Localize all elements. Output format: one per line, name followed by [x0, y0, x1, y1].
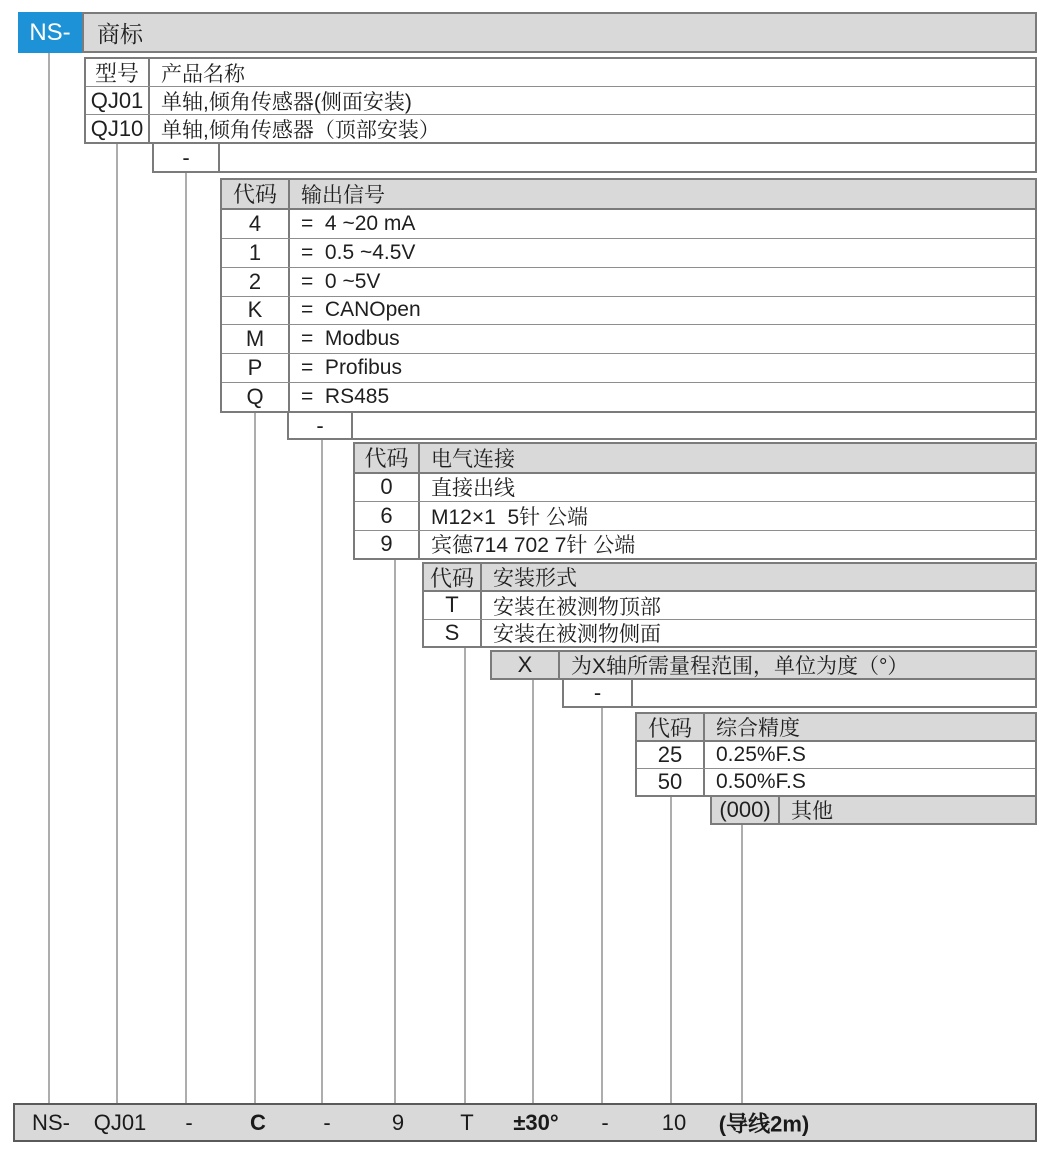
accuracy-table: [635, 712, 1037, 797]
signal-code: 1: [222, 239, 290, 267]
mounting-code: T: [424, 592, 482, 618]
summary-item-dash: -: [601, 1109, 609, 1135]
range-description: 为X轴所需量程范围，单位为度（°）: [571, 655, 909, 678]
electrical-connection-table: [353, 442, 1037, 560]
connector-line: [601, 708, 603, 1103]
table-row: [222, 296, 1035, 325]
table-row: [154, 144, 1035, 171]
table-row: [424, 619, 1035, 646]
model-name: 单轴,倾角传感器（顶部安装）: [161, 118, 440, 142]
electrical-header-code: 代码: [355, 444, 420, 472]
connector-line: [741, 825, 743, 1103]
electrical-name: 直接出线: [431, 477, 515, 501]
other-name: 其他: [791, 800, 833, 823]
signal-name: = 4 ~20 mA: [301, 211, 416, 235]
accuracy-name: 0.50%F.S: [716, 770, 806, 793]
table-row: [222, 267, 1035, 296]
mounting-name: 安装在被测物侧面: [493, 622, 661, 646]
summary-item-connection: 9: [391, 1109, 405, 1135]
summary-item-cable: (导线2m): [718, 1111, 810, 1136]
electrical-header-name: 电气连接: [431, 447, 515, 471]
output-signal-table: [220, 178, 1037, 413]
dash-cell: -: [154, 144, 220, 171]
signal-name: = Profibus: [301, 356, 402, 380]
table-row: [289, 413, 1035, 438]
table-row: [637, 768, 1035, 795]
table-row: [712, 797, 1035, 823]
accuracy-name: 0.25%F.S: [716, 743, 806, 766]
electrical-name: M12×1 5针 公端: [431, 505, 588, 529]
model-code: QJ10: [86, 115, 150, 142]
table-row: [86, 86, 1035, 114]
summary-item-dash: -: [185, 1109, 193, 1135]
table-row: [355, 530, 1035, 559]
table-row: [637, 740, 1035, 768]
connector-line: [116, 144, 118, 1103]
table-row: [222, 208, 1035, 238]
mounting-header-code: 代码: [424, 564, 482, 590]
mounting-header-row: [424, 564, 1035, 590]
model-header-code: 型号: [86, 59, 150, 86]
connector-line: [48, 53, 50, 1103]
dash-separator-row: [287, 413, 1037, 440]
signal-code: 4: [222, 210, 290, 238]
model-table: [84, 57, 1037, 144]
connector-line: [464, 648, 466, 1103]
range-code: X: [492, 652, 560, 678]
brand-prefix-cell: [18, 12, 82, 53]
signal-code: 2: [222, 268, 290, 296]
signal-name: = RS485: [301, 385, 390, 409]
summary-item-range: ±30°: [513, 1109, 559, 1135]
empty-cell: [633, 680, 1035, 706]
table-row: [492, 652, 1035, 678]
connector-line: [185, 173, 187, 1103]
table-row: [222, 353, 1035, 382]
brand-prefix-label: NS-: [29, 18, 71, 46]
other-code: (000): [712, 797, 780, 823]
electrical-code: 9: [355, 531, 420, 559]
table-row: [424, 590, 1035, 618]
table-row: [86, 114, 1035, 142]
range-row: [490, 650, 1037, 680]
accuracy-other-row: [710, 797, 1037, 825]
table-row: [222, 238, 1035, 267]
empty-cell: [353, 413, 1035, 438]
electrical-name: 宾德714 702 7针 公端: [431, 534, 636, 558]
accuracy-header-row: [637, 714, 1035, 740]
connector-line: [394, 560, 396, 1103]
output-signal-header-name: 输出信号: [301, 183, 385, 207]
signal-code: K: [222, 297, 290, 325]
summary-bar: [13, 1103, 1037, 1142]
summary-item-mounting: T: [460, 1109, 474, 1135]
brand-header: [82, 12, 1037, 53]
brand-header-label: 商标: [97, 21, 143, 47]
dash-separator-row: [152, 144, 1037, 173]
table-row: [222, 324, 1035, 353]
model-code: QJ01: [86, 87, 150, 114]
mounting-code: S: [424, 620, 482, 646]
signal-name: = 0.5 ~4.5V: [301, 240, 416, 264]
accuracy-code: 25: [637, 742, 705, 768]
table-row: [355, 472, 1035, 502]
connector-line: [254, 413, 256, 1103]
dash-cell: -: [564, 680, 633, 706]
signal-name: = Modbus: [301, 327, 400, 351]
electrical-code: 0: [355, 474, 420, 502]
connector-line: [321, 440, 323, 1103]
summary-item-signal: C: [250, 1109, 266, 1135]
table-row: [564, 680, 1035, 706]
accuracy-header-code: 代码: [637, 714, 705, 740]
output-signal-header-code: 代码: [222, 180, 290, 208]
summary-item-model: QJ01: [93, 1109, 147, 1135]
summary-item-accuracy: 10: [661, 1109, 687, 1135]
electrical-code: 6: [355, 502, 420, 530]
mounting-table: [422, 562, 1037, 648]
signal-name: = CANOpen: [301, 298, 421, 322]
empty-cell: [220, 144, 1035, 171]
accuracy-header-name: 综合精度: [716, 717, 800, 740]
signal-code: M: [222, 325, 290, 353]
summary-item-dash: -: [323, 1109, 331, 1135]
model-name: 单轴,倾角传感器(侧面安装): [161, 90, 412, 114]
table-row: [355, 501, 1035, 530]
connector-line: [532, 680, 534, 1103]
model-header-row: [86, 59, 1035, 86]
dash-cell: -: [289, 413, 353, 438]
electrical-header-row: [355, 444, 1035, 472]
mounting-header-name: 安装形式: [493, 567, 577, 591]
summary-item-brand: NS-: [32, 1109, 70, 1135]
signal-name: = 0 ~5V: [301, 269, 381, 293]
dash-separator-row: [562, 680, 1037, 708]
mounting-name: 安装在被测物顶部: [493, 595, 661, 619]
signal-code: P: [222, 354, 290, 382]
table-row: [222, 382, 1035, 411]
model-header-name: 产品名称: [161, 62, 245, 86]
signal-code: Q: [222, 383, 290, 411]
output-signal-header-row: [222, 180, 1035, 208]
accuracy-code: 50: [637, 769, 705, 795]
connector-line: [670, 797, 672, 1103]
